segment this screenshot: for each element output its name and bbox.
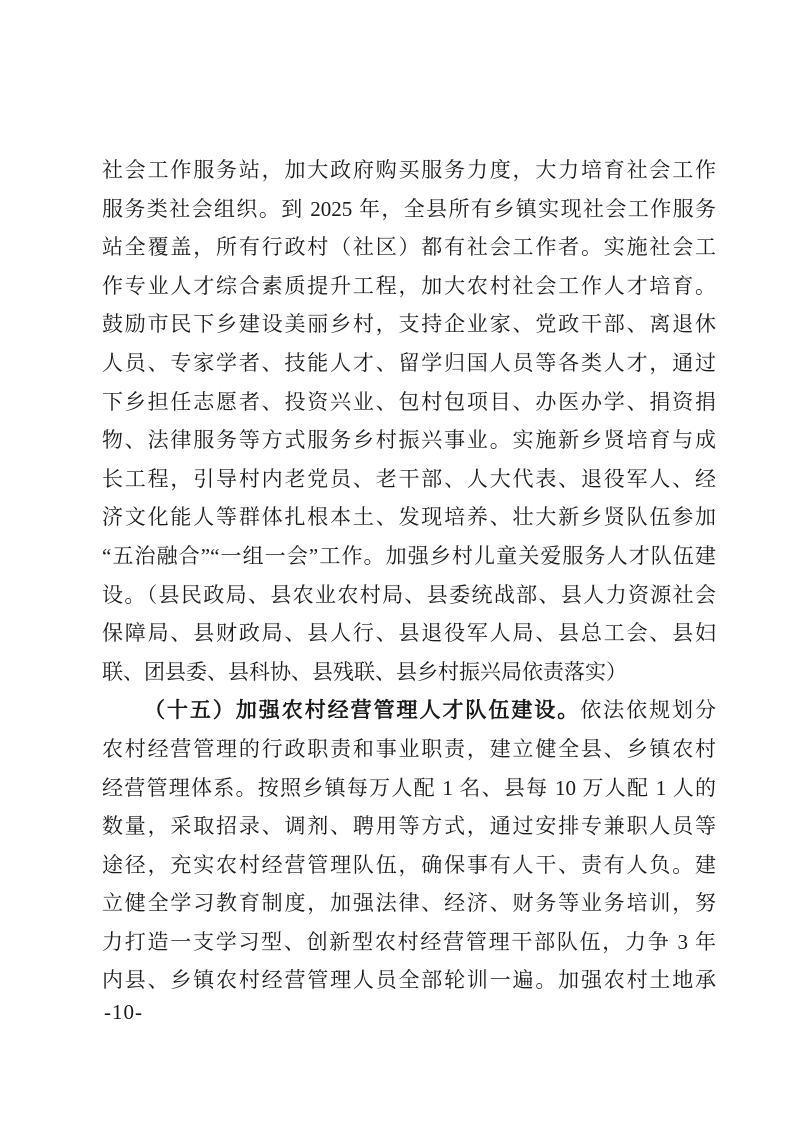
body-text-line: 长工程，引导村内老党员、老干部、人大代表、退役军人、经 [102,466,716,491]
body-text-line: 数量，采取招录、调剂、聘用等方式，通过安排专兼职人员等 [102,814,716,839]
body-text-line: 途径，充实农村经营管理队伍，确保事有人干、责有人负。建 [102,852,716,877]
section-15-heading-line [102,691,716,730]
body-text-line: 联、团县委、县科协、县残联、县乡村振兴局依责落实） [102,659,627,684]
body-text-line: 鼓励市民下乡建设美丽乡村，支持企业家、党政干部、离退休 [102,312,716,337]
body-text-line: 社会工作服务站，加大政府购买服务力度，大力培育社会工作 [102,158,716,182]
body-text-line: 济文化能人等群体扎根本土、发现培养、壮大新乡贤队伍参加 [102,505,716,530]
body-text-block [102,151,716,1000]
body-text-line: 力打造一支学习型、创新型农村经营管理干部队伍，力争 3 年 [102,929,716,954]
section-15-heading: （十五）加强农村经营管理人才队伍建设。 [144,698,581,723]
body-text-line: 立健全学习教育制度，加强法律、经济、财务等业务培训，努 [102,891,716,916]
body-text-line: 作专业人才综合素质提升工程，加大农村社会工作人才培育。 [102,273,716,298]
page-number: -10- [104,1000,143,1024]
body-text-line: 服务类社会组织。到 2025 年，全县所有乡镇实现社会工作服务 [102,196,716,221]
body-text-line: “五治融合”“一组一会”工作。加强乡村儿童关爱服务人才队伍建 [102,543,716,568]
section-15-heading-rest: 依法依规划分 [580,698,717,723]
body-text-line: 内县、乡镇农村经营管理人员全部轮训一遍。加强农村土地承 [102,968,716,993]
body-text-line: 农村经营管理的行政职责和事业职责，建立健全县、乡镇农村 [102,736,716,761]
body-text-line: 站全覆盖，所有行政村（社区）都有社会工作者。实施社会工 [102,235,716,260]
body-text-line: 设。（县民政局、县农业农村局、县委统战部、县人力资源社会 [102,582,716,607]
body-text-line: 保障局、县财政局、县人行、县退役军人局、县总工会、县妇 [102,621,716,646]
body-text-line: 物、法律服务等方式服务乡村振兴事业。实施新乡贤培育与成 [102,428,716,453]
body-text-line: 下乡担任志愿者、投资兴业、包村包项目、办医办学、捐资捐 [102,389,716,414]
body-text-line: 经营管理体系。按照乡镇每万人配 1 名、县每 10 万人配 1 人的 [102,775,716,800]
body-text-line: 人员、专家学者、技能人才、留学归国人员等各类人才，通过 [102,350,716,375]
